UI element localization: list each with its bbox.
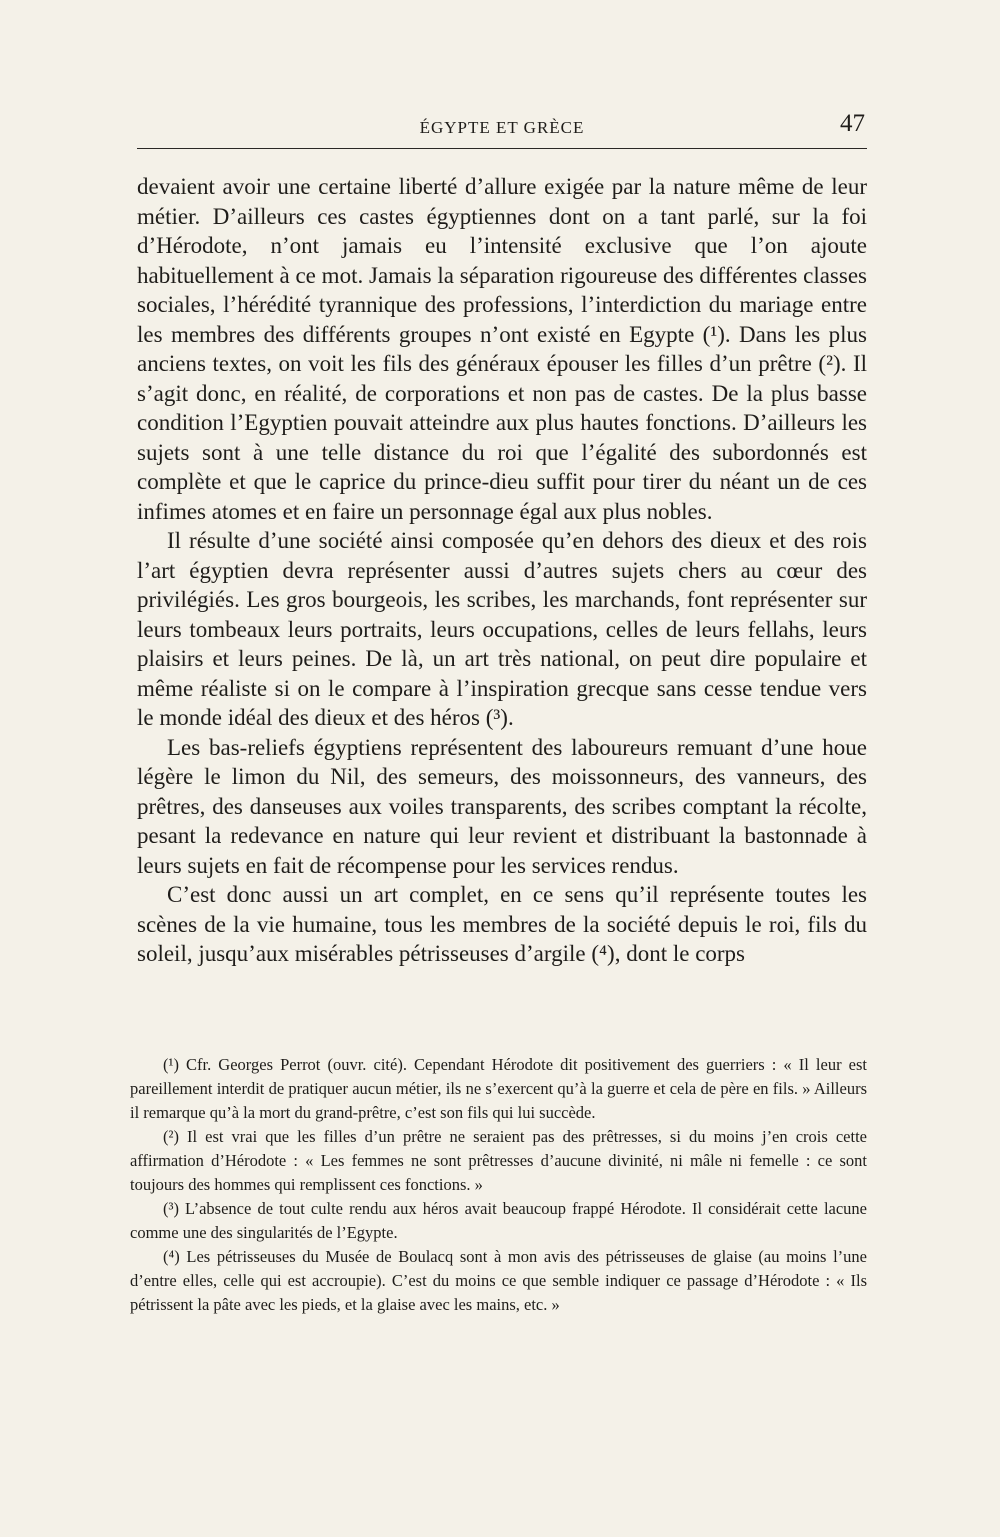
footnote-2: (²) Il est vrai que les filles d’un prêtre ne seraient pas des prêtresses, si du moins j’en crois cette affirmation d’Hérodote : « Les femmes ne sont prêtresses d’aucune divinité, ni mâle ni femelle : ce sont toujours des hommes qui remplissent ces fonctions. » (130, 1127, 867, 1194)
running-title: ÉGYPTE ET GRÈCE (419, 118, 585, 137)
page-number: 47 (840, 110, 865, 137)
paragraph-2: Il résulte d’une société ainsi composée qu’en dehors des dieux et des rois l’art égyptien devra représenter aussi d’autres sujets chers au cœur des privilégiés. Les gros bourgeois, les scribes, les marchands, font représenter sur leurs tombeaux leurs portraits, leurs occupations, celles de leurs fellahs, leurs plaisirs et leurs peines. De là, un art très national, on peut dire populaire et même réaliste si on le compare à l’inspiration grecque sans cesse tendue vers le monde idéal des dieux et des héros (³). (137, 528, 867, 730)
main-text (137, 172, 867, 969)
paragraph-3: Les bas-reliefs égyptiens représentent des laboureurs remuant d’une houe légère le limon du Nil, des semeurs, des moissonneurs, des vanneurs, des prêtres, des danseuses aux voiles transparents, des scribes comptant la récolte, pesant la redevance en nature qui leur revient et distribuant la bastonnade à leurs sujets en fait de récompense pour les services rendus. (137, 734, 867, 878)
footnote-4: (⁴) Les pétrisseuses du Musée de Boulacq sont à mon avis des pétrisseuses de glaise (au moins l’une d’entre elles, celle qui est accroupie). C’est du moins ce que semble indiquer ce passage d’Hérodote : « Ils pétrissent la pâte avec les pieds, et la glaise avec les mains, etc. » (130, 1247, 867, 1314)
running-head (137, 108, 867, 149)
footnotes (130, 1053, 867, 1317)
footnote-3: (³) L’absence de tout culte rendu aux héros avait beaucoup frappé Hérodote. Il considérait cette lacune comme une des singularités de l’Egypte. (130, 1199, 867, 1242)
paragraph-1: devaient avoir une certaine liberté d’allure exigée par la nature même de leur métier. D’ailleurs ces castes égyptiennes dont on a tant parlé, sur la foi d’Hérodote, n’ont jamais eu l’intensité exclusive que l’on ajoute habituellement à ce mot. Jamais la séparation rigoureuse des différentes classes sociales, l’hérédité tyrannique des professions, l’interdiction du mariage entre les membres des différents groupes n’ont existé en Egypte (¹). Dans les plus anciens textes, on voit les fils des généraux épouser les filles d’un prêtre (²). Il s’agit donc, en réalité, de corporations et non pas de castes. De la plus basse condition l’Egyptien pouvait atteindre aux plus hautes fonctions. D’ailleurs les sujets sont à une telle distance du roi que l’égalité des subordonnés est complète et que le caprice du prince-dieu suffit pour tirer du néant un de ces infimes atomes et en faire un personnage égal aux plus nobles. (137, 174, 867, 524)
paragraph-4: C’est donc aussi un art complet, en ce sens qu’il représente toutes les scènes de la vie humaine, tous les membres de la société depuis le roi, fils du soleil, jusqu’aux misérables pétrisseuses d’argile (⁴), dont le corps (137, 882, 867, 966)
footnote-1: (¹) Cfr. Georges Perrot (ouvr. cité). Cependant Hérodote dit positivement des guerriers : « Il leur est pareillement interdit de pratiquer aucun métier, ils ne s’exercent qu’à la guerre et cela de père en fils. » Ailleurs il remarque qu’à la mort du grand-prêtre, c’est son fils qui lui succède. (130, 1055, 867, 1122)
